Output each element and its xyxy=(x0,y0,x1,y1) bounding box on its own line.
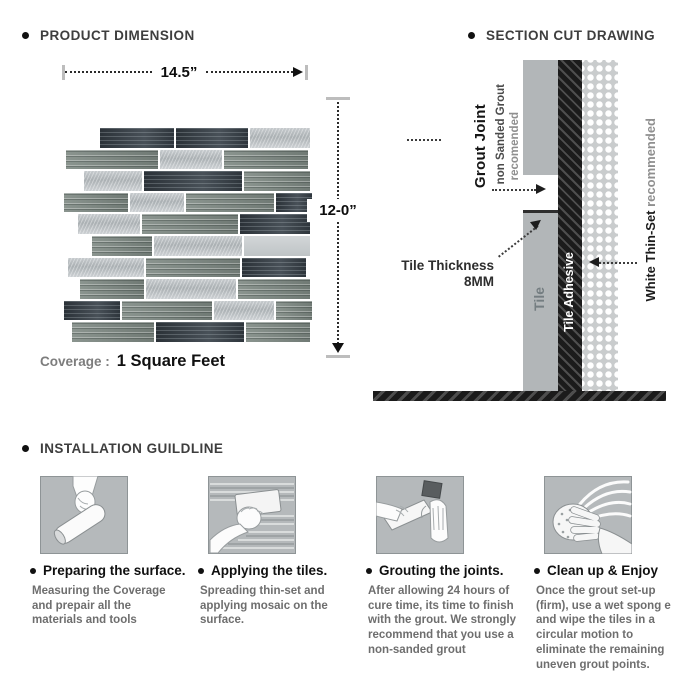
non-sanded-grout-label: non Sanded Grout xyxy=(495,84,507,185)
mosaic-tile xyxy=(154,236,242,256)
mosaic-tile xyxy=(160,150,222,170)
mosaic-row xyxy=(64,214,314,234)
mosaic-tile xyxy=(242,258,306,278)
dimension-endcap xyxy=(326,355,350,358)
arrow-left-icon xyxy=(589,257,599,267)
mosaic-tile xyxy=(238,279,310,299)
mosaic-row xyxy=(64,236,314,256)
mosaic-tile xyxy=(146,279,236,299)
thinset-layer xyxy=(582,60,618,392)
mosaic-tile xyxy=(146,258,240,278)
bullet-icon xyxy=(30,568,36,574)
grout-joint-label: Grout Joint xyxy=(472,104,489,189)
installation-step-3 xyxy=(366,476,518,658)
tile-label: Tile xyxy=(531,287,547,311)
recomended-label: recomended xyxy=(509,112,521,181)
mosaic-tile xyxy=(84,171,142,191)
tile-adhesive-label: Tile Adhesive xyxy=(562,252,576,332)
arrow-right-icon xyxy=(293,67,303,77)
mosaic-tile xyxy=(68,258,144,278)
tile-layer-upper xyxy=(523,60,558,175)
bullet-icon xyxy=(366,568,372,574)
mosaic-row xyxy=(64,279,314,299)
mosaic-row xyxy=(64,128,314,148)
installation-header xyxy=(22,441,223,456)
mosaic-row xyxy=(64,171,314,191)
dotted-line xyxy=(407,139,441,141)
installation-step-4 xyxy=(534,476,686,672)
mosaic-tile xyxy=(250,128,310,148)
step-body: Spreading thin-set and applying mosaic on the surface. xyxy=(200,585,328,627)
mosaic-tile xyxy=(240,214,310,234)
step-body: Measuring the Coverage and prepair all the materials and tools xyxy=(32,585,166,627)
mosaic-tile xyxy=(244,171,310,191)
mosaic-tile xyxy=(64,193,128,213)
step-body: Once the grout set-up (firm), use a wet spong e and wipe the tiles in a circular motion to eliminate the remaining uneven grout points. xyxy=(536,585,671,671)
step-heading: Applying the tiles. xyxy=(198,563,350,578)
coverage-value: 1 Square Feet xyxy=(116,352,225,370)
arrow-right-icon xyxy=(536,184,546,194)
product-dimension-header xyxy=(22,28,195,43)
mosaic-tile xyxy=(100,128,174,148)
mosaic-row xyxy=(64,193,314,213)
dimension-endcap xyxy=(305,65,308,80)
bullet-icon xyxy=(22,32,29,39)
mosaic-tile xyxy=(144,171,242,191)
step-heading: Grouting the joints. xyxy=(366,563,518,578)
dotted-line xyxy=(492,189,536,191)
bullet-icon xyxy=(22,445,29,452)
mosaic-tile xyxy=(122,301,212,321)
section-cut-title: SECTION CUT DRAWING xyxy=(486,28,656,43)
paint-roller-icon xyxy=(40,476,128,554)
mosaic-tile xyxy=(80,279,144,299)
mosaic-tile xyxy=(156,322,244,342)
mosaic-tile xyxy=(92,236,152,256)
coverage-line xyxy=(40,352,225,371)
mosaic-tile xyxy=(214,301,274,321)
mosaic-row xyxy=(64,301,314,321)
mosaic-row xyxy=(64,258,314,278)
mosaic-tile xyxy=(78,214,140,234)
width-dimension-line xyxy=(62,64,308,80)
installation-step-1 xyxy=(30,476,186,628)
coverage-label: Coverage : xyxy=(40,354,110,369)
trowel-icon xyxy=(208,476,296,554)
mosaic-tile xyxy=(72,322,154,342)
width-dimension-label: 14.5” xyxy=(160,63,198,81)
mosaic-tile xyxy=(64,301,120,321)
mosaic-tile xyxy=(276,301,312,321)
dotted-line xyxy=(65,71,152,73)
mosaic-tile xyxy=(246,322,310,342)
mosaic-tile xyxy=(186,193,274,213)
step-heading: Preparing the surface. xyxy=(30,563,182,578)
tile-mosaic xyxy=(64,128,314,342)
bullet-icon xyxy=(534,568,540,574)
step-body: After allowing 24 hours of cure time, its time to finish with the grout. We strongly recommend that you use a non-sanded grout xyxy=(368,585,517,656)
mosaic-row xyxy=(64,322,314,342)
height-dimension-line xyxy=(319,97,357,359)
mosaic-tile xyxy=(224,150,308,170)
tile-thickness-label: Tile Thickness 8MM xyxy=(401,258,494,289)
bullet-icon xyxy=(198,568,204,574)
white-thinset-label: White Thin-Set recommended xyxy=(643,118,658,302)
bullet-icon xyxy=(468,32,475,39)
step-heading: Clean up & Enjoy xyxy=(534,563,686,578)
mosaic-tile xyxy=(66,150,158,170)
sponge-icon xyxy=(544,476,632,554)
arrow-down-icon xyxy=(332,343,344,353)
installation-step-2 xyxy=(198,476,350,628)
dotted-line xyxy=(599,262,637,264)
installation-title: INSTALLATION GUILDLINE xyxy=(40,441,224,456)
dotted-line xyxy=(337,102,339,344)
mosaic-tile xyxy=(130,193,184,213)
floor-layer xyxy=(373,391,666,401)
dotted-line xyxy=(206,71,293,73)
section-cut-header xyxy=(468,28,655,43)
grout-float-icon xyxy=(376,476,464,554)
mosaic-tile xyxy=(244,236,310,256)
product-dimension-title: PRODUCT DIMENSION xyxy=(40,28,195,43)
dimension-endcap xyxy=(326,97,350,100)
mosaic-row xyxy=(64,150,314,170)
height-dimension-label: 12-0” xyxy=(307,199,369,222)
mosaic-tile xyxy=(176,128,248,148)
mosaic-tile xyxy=(142,214,238,234)
tile-adhesive-layer xyxy=(558,60,582,392)
